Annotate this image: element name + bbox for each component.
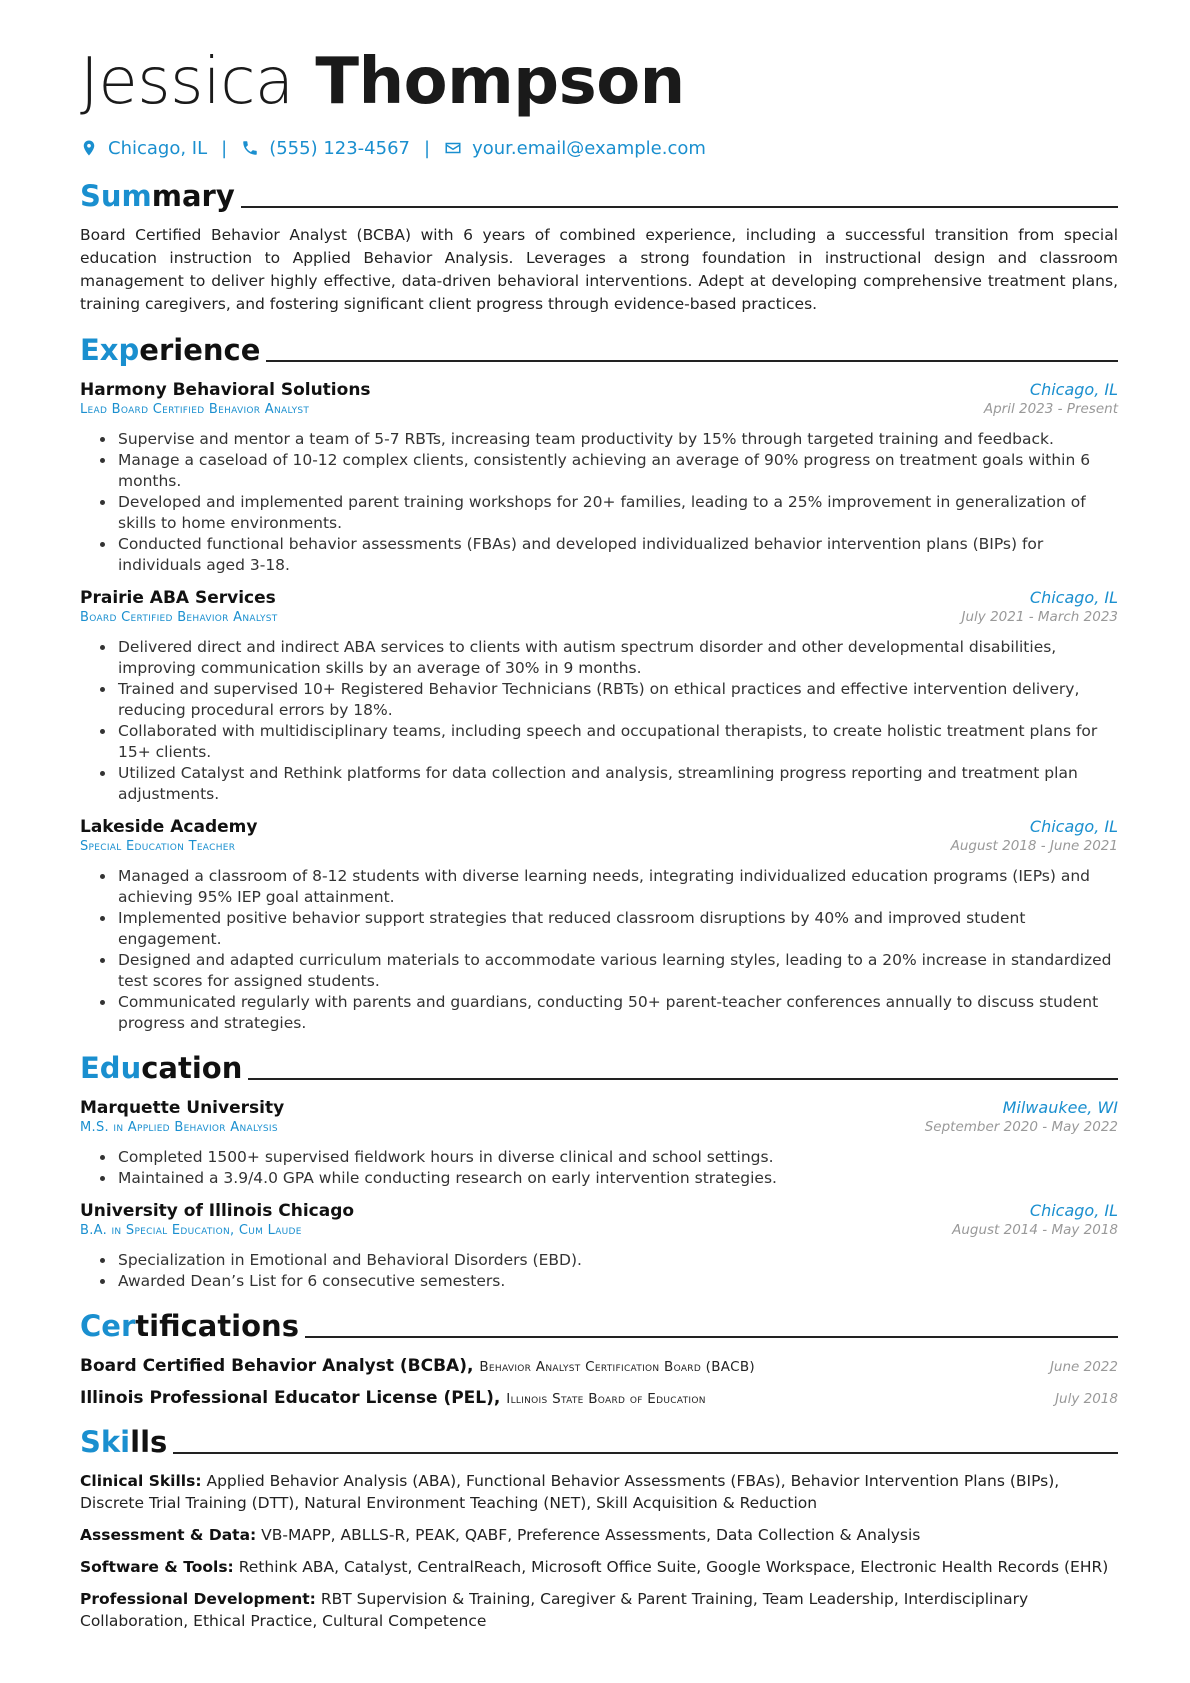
employer-name: Harmony Behavioral Solutions (80, 380, 371, 400)
school-name: University of Illinois Chicago (80, 1201, 355, 1221)
skills-label: Assessment & Data: (80, 1526, 257, 1544)
education-heading (80, 1046, 1118, 1086)
skills-value: RBT Supervision & Training, Caregiver & Parent Training, Team Leadership, Interdisciplinary Collaboration, Ethical Practice, Cultural Competence (80, 1590, 1029, 1630)
certification-date: June 2022 (1049, 1359, 1118, 1375)
section-title: Education (80, 1051, 243, 1085)
school-name: Marquette University (80, 1098, 285, 1118)
education-entry (80, 1201, 1118, 1292)
job-dates: July 2021 - March 2023 (961, 609, 1118, 625)
school-location: Milwaukee, WI (1002, 1098, 1118, 1117)
certification-entry: Board Certified Behavior Analyst (BCBA), Behavior Analyst Certification Board (BACB) June 2022 (80, 1356, 1118, 1376)
contact-location (80, 138, 207, 159)
list-item: • Completed 1500+ supervised fieldwork hours in diverse clinical and school settings. (116, 1147, 1118, 1168)
skills-heading (80, 1420, 1118, 1460)
certification-entry: Illinois Professional Educator License (PEL), Illinois State Board of Education July 2018 (80, 1388, 1118, 1408)
job-title: Special Education Teacher (80, 839, 236, 854)
experience-heading (80, 328, 1118, 368)
contact-line (80, 134, 1118, 162)
contact-separator: | (424, 137, 431, 159)
map-pin-icon (80, 139, 98, 157)
skills-group (80, 1470, 1118, 1514)
certification-name: Illinois Professional Educator License (PEL) (80, 1388, 494, 1408)
experience-entry (80, 380, 1118, 576)
job-location: Chicago, IL (1029, 588, 1118, 607)
school-bullets (80, 1250, 1118, 1292)
candidate-name (80, 44, 1118, 120)
certification-issuer: Illinois State Board of Education (506, 1391, 706, 1407)
contact-phone[interactable] (241, 138, 410, 159)
contact-email[interactable] (444, 138, 706, 159)
first-name: Jessica (80, 45, 294, 119)
list-item: • Implemented positive behavior support strategies that reduced classroom disruptions by 40% and improved student engagement. (116, 908, 1118, 950)
summary-text: Board Certified Behavior Analyst (BCBA) with 6 years of combined experience, including a successful transition from special education instruction to Applied Behavior Analysis. Leverages a strong foundation in instructional design and classroom management to deliver highly effective, data-driven behavioral interventions. Adept at developing comprehensive treatment plans, training caregivers, and fostering significant client progress through evidence-based practices. (80, 226, 1118, 313)
contact-separator: | (221, 137, 228, 159)
envelope-icon (444, 139, 462, 157)
list-item: • Developed and implemented parent training workshops for 20+ families, leading to a 25% improvement in generalization of skills to home environments. (116, 492, 1118, 534)
section-rule (173, 1452, 1118, 1454)
phone-text: (555) 123-4567 (269, 137, 410, 159)
school-dates: August 2014 - May 2018 (952, 1222, 1118, 1238)
job-location: Chicago, IL (1029, 817, 1118, 836)
job-dates: April 2023 - Present (983, 401, 1118, 417)
section-title: Summary (80, 179, 235, 213)
education-entry (80, 1098, 1118, 1189)
list-item: • Specialization in Emotional and Behavioral Disorders (EBD). (116, 1250, 1118, 1271)
list-item: • Supervise and mentor a team of 5-7 RBTs, increasing team productivity by 15% through targeted training and feedback. (116, 429, 1118, 450)
location-text: Chicago, IL (108, 137, 208, 159)
certifications-heading (80, 1304, 1118, 1344)
school-location: Chicago, IL (1029, 1201, 1118, 1220)
section-rule (266, 360, 1118, 362)
skills-value: VB-MAPP, ABLLS-R, PEAK, QABF, Preference Assessments, Data Collection & Analysis (261, 1526, 921, 1544)
certification-date: July 2018 (1055, 1391, 1118, 1407)
list-item: • Awarded Dean’s List for 6 consecutive semesters. (116, 1271, 1118, 1292)
job-bullets (80, 866, 1118, 1034)
list-item: • Utilized Catalyst and Rethink platforms for data collection and analysis, streamlining progress reporting and treatment plan adjustments. (116, 763, 1118, 805)
list-item: • Manage a caseload of 10-12 complex clients, consistently achieving an average of 90% progress on treatment goals within 6 months. (116, 450, 1118, 492)
certification-issuer: Behavior Analyst Certification Board (BACB) (479, 1359, 755, 1375)
email-text: your.email@example.com (472, 137, 706, 159)
skills-label: Professional Development: (80, 1590, 316, 1608)
job-title: Lead Board Certified Behavior Analyst (80, 402, 310, 417)
section-title: Skills (80, 1425, 168, 1459)
summary-heading (80, 174, 1118, 214)
skills-label: Clinical Skills: (80, 1472, 202, 1490)
skills-value: Applied Behavior Analysis (ABA), Functional Behavior Assessments (FBAs), Behavior Intervention Plans (BIPs), Discrete Trial Training (DTT), Natural Environment Teaching (NET), Skill Acquisition & Reduction (80, 1472, 1060, 1512)
degree: B.A. in Special Education, Cum Laude (80, 1223, 302, 1238)
list-item: • Designed and adapted curriculum materials to accommodate various learning styles, leading to a 20% increase in standardized test scores for assigned students. (116, 950, 1118, 992)
job-location: Chicago, IL (1029, 380, 1118, 399)
list-item: • Conducted functional behavior assessments (FBAs) and developed individualized behavior intervention plans (BIPs) for individuals aged 3-18. (116, 534, 1118, 576)
school-dates: September 2020 - May 2022 (924, 1119, 1118, 1135)
skills-group (80, 1524, 1118, 1546)
school-bullets (80, 1147, 1118, 1189)
last-name: Thompson (315, 45, 685, 119)
skills-value: Rethink ABA, Catalyst, CentralReach, Microsoft Office Suite, Google Workspace, Electronic Health Records (EHR) (238, 1558, 1109, 1576)
job-bullets (80, 429, 1118, 576)
employer-name: Lakeside Academy (80, 817, 258, 837)
section-title: Certifications (80, 1309, 299, 1343)
skills-group (80, 1556, 1118, 1578)
section-title: Experience (80, 333, 261, 367)
section-rule (248, 1078, 1118, 1080)
certification-name: Board Certified Behavior Analyst (BCBA) (80, 1356, 467, 1376)
list-item: • Collaborated with multidisciplinary teams, including speech and occupational therapists, to create holistic treatment plans for 15+ clients. (116, 721, 1118, 763)
job-title: Board Certified Behavior Analyst (80, 610, 278, 625)
employer-name: Prairie ABA Services (80, 588, 276, 608)
list-item: • Communicated regularly with parents and guardians, conducting 50+ parent-teacher conferences annually to discuss student progress and strategies. (116, 992, 1118, 1034)
section-rule (241, 206, 1118, 208)
list-item: • Trained and supervised 10+ Registered Behavior Technicians (RBTs) on ethical practices and effective intervention delivery, reducing procedural errors by 18%. (116, 679, 1118, 721)
phone-icon (241, 139, 259, 157)
job-dates: August 2018 - June 2021 (950, 838, 1118, 854)
experience-entry (80, 817, 1118, 1034)
skills-label: Software & Tools: (80, 1558, 234, 1576)
experience-entry (80, 588, 1118, 805)
section-rule (305, 1336, 1118, 1338)
job-bullets (80, 637, 1118, 805)
skills-group (80, 1588, 1118, 1632)
list-item: • Delivered direct and indirect ABA services to clients with autism spectrum disorder and other developmental disabilities, improving communication skills by an average of 30% in 9 months. (116, 637, 1118, 679)
degree: M.S. in Applied Behavior Analysis (80, 1120, 278, 1135)
list-item: • Maintained a 3.9/4.0 GPA while conducting research on early intervention strategies. (116, 1168, 1118, 1189)
list-item: • Managed a classroom of 8-12 students with diverse learning needs, integrating individualized education programs (IEPs) and achieving 95% IEP goal attainment. (116, 866, 1118, 908)
